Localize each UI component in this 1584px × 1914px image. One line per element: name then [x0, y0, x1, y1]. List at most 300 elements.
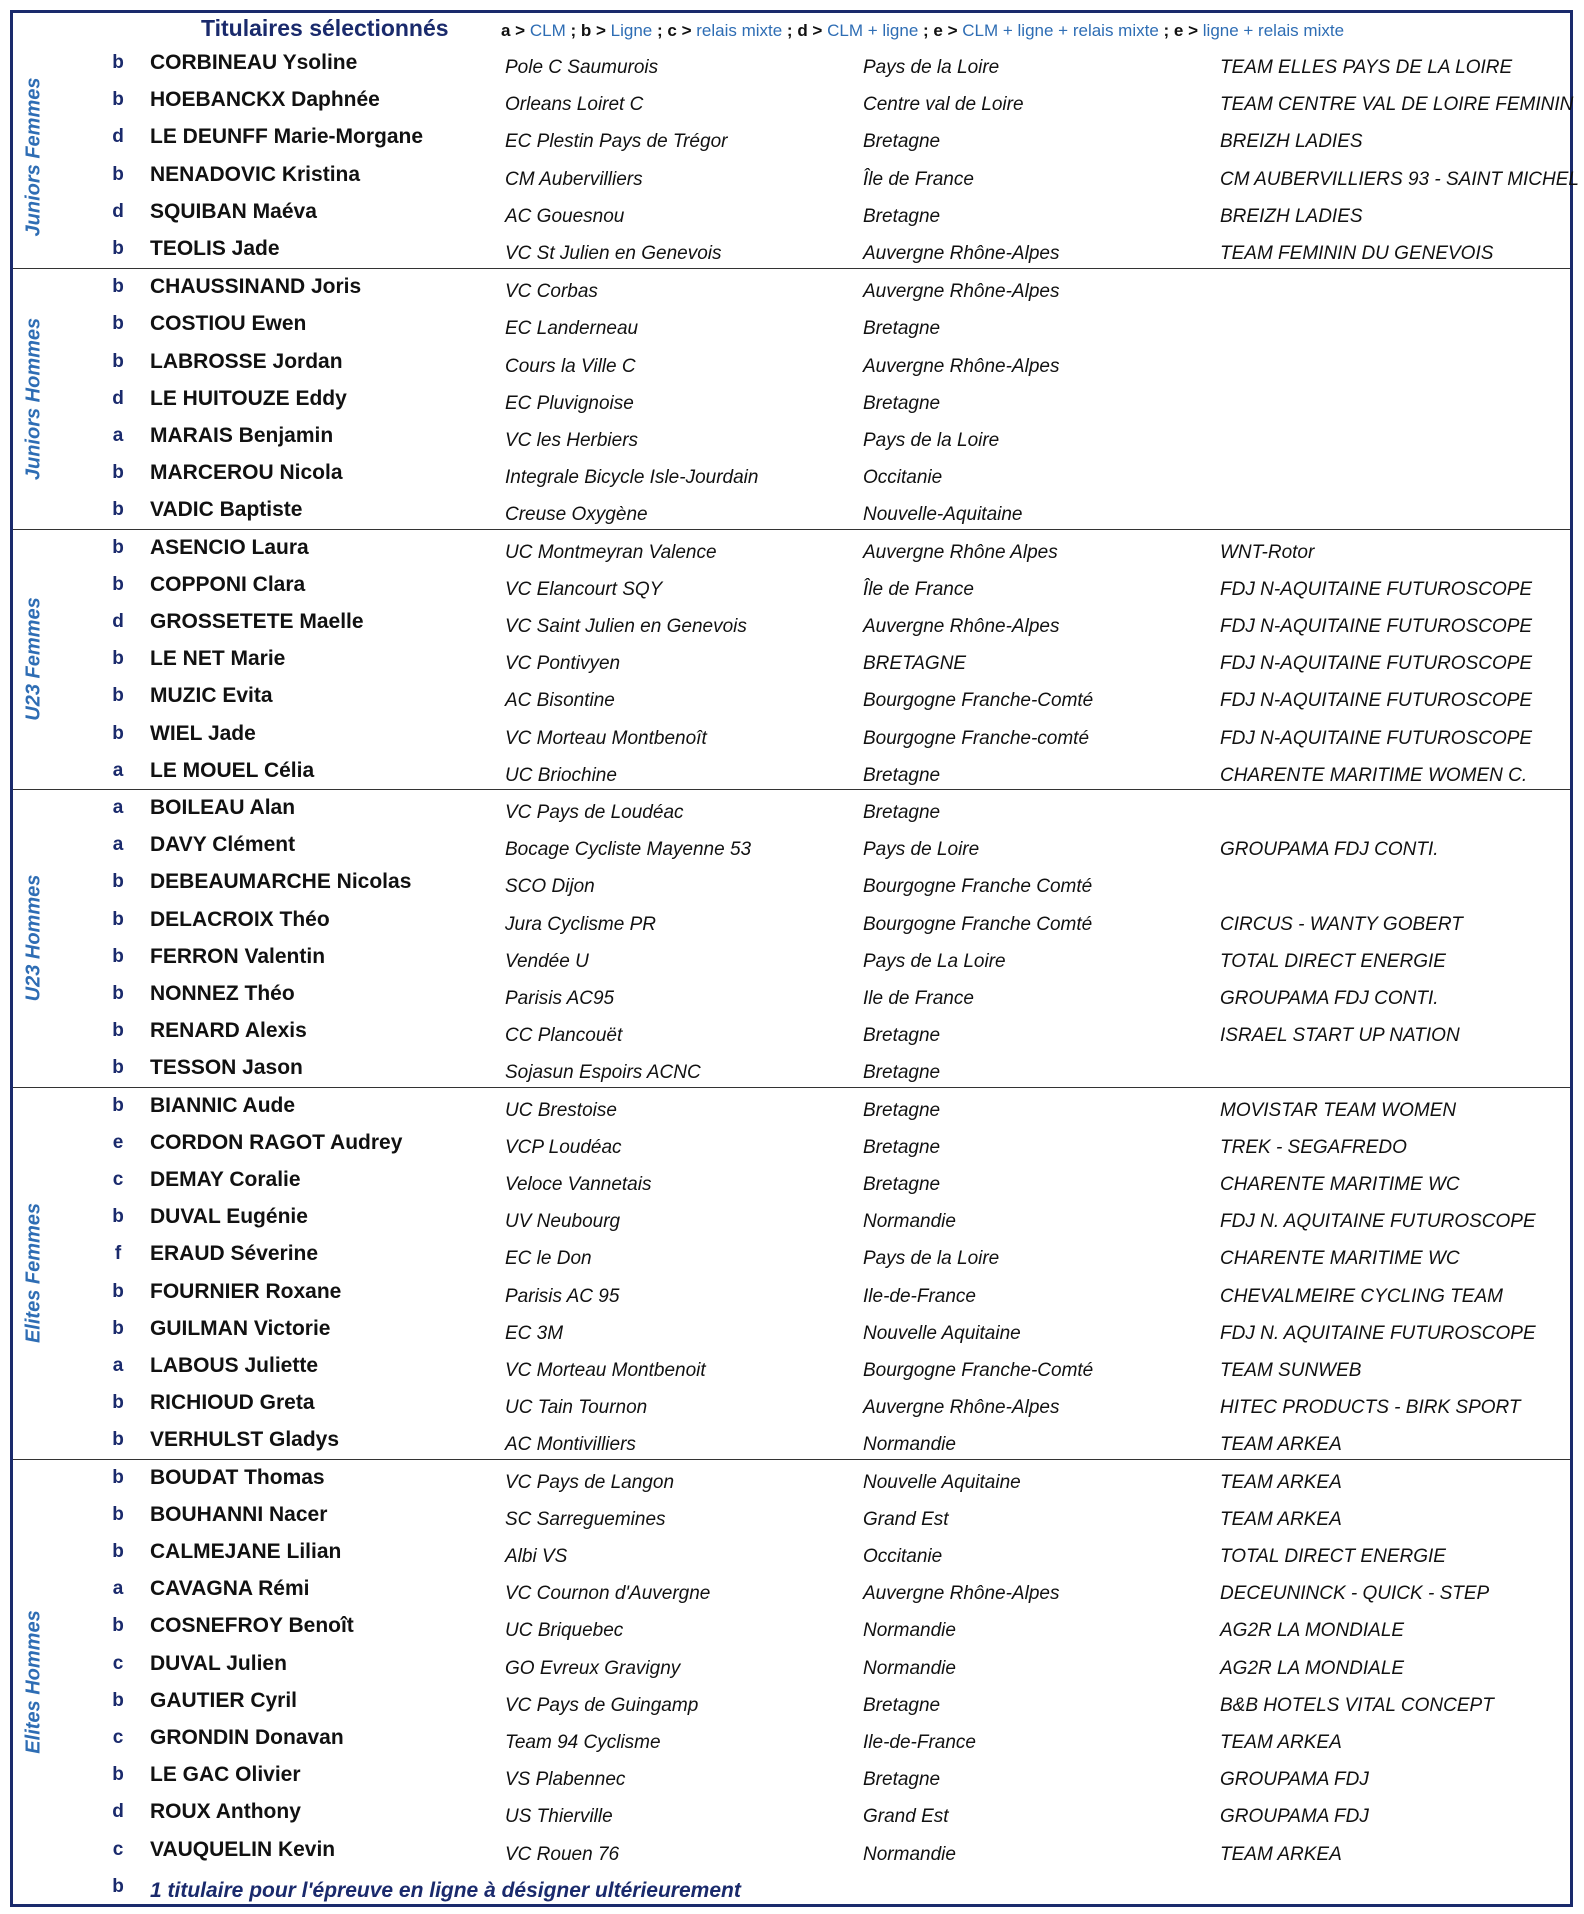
club-name: Cours la Ville C [505, 355, 636, 377]
event-code: c [112, 1652, 124, 1674]
table-row [13, 231, 1570, 268]
team-name: GROUPAMA FDJ [1220, 1806, 1369, 1828]
club-name: SC Sarreguemines [505, 1508, 666, 1530]
table-row [13, 716, 1570, 753]
club-name: AC Gouesnou [505, 205, 625, 227]
rider-name: DUVAL Eugénie [150, 1205, 308, 1229]
club-name: EC Pluvignoise [505, 392, 634, 414]
rider-name: LABOUS Juliette [150, 1353, 319, 1377]
event-code: a [112, 1354, 124, 1376]
rider-name: CORBINEAU Ysoline [150, 51, 358, 74]
region-name: Ile de France [863, 988, 974, 1009]
category-group [13, 789, 1570, 1087]
rider-name: BOUHANNI Nacer [150, 1502, 328, 1526]
team-name: FDJ N. AQUITAINE FUTUROSCOPE [1220, 1322, 1536, 1344]
region-name: Occitanie [863, 1545, 943, 1567]
region-name: Grand Est [863, 1806, 949, 1828]
event-code: b [112, 89, 124, 111]
category-group [13, 45, 1579, 268]
rider-name: ASENCIO Laura [150, 535, 309, 559]
table-row [13, 976, 1570, 1013]
category-label-text: Juniors Hommes [22, 317, 45, 481]
rider-name: BOILEAU Alan [150, 796, 296, 819]
region-name: Bretagne [863, 1062, 941, 1084]
table-row [13, 790, 1570, 827]
rider-name: TESSON Jason [150, 1056, 303, 1080]
rider-name: VAUQUELIN Kevin [150, 1837, 336, 1861]
team-name: FDJ N-AQUITAINE FUTUROSCOPE [1220, 578, 1533, 600]
rider-name: CALMEJANE Lilian [150, 1539, 342, 1563]
rider-name: MARCEROU Nicola [150, 461, 343, 485]
club-name: EC 3M [505, 1322, 564, 1344]
region-name: Bretagne [863, 1173, 941, 1195]
table-row [13, 82, 1574, 119]
event-code: b [112, 685, 124, 707]
club-name: VC Cournon d'Auvergne [505, 1583, 711, 1605]
club-name: UV Neubourg [505, 1211, 621, 1233]
region-name: Bretagne [863, 802, 941, 823]
club-name: EC Plestin Pays de Trégor [505, 131, 728, 153]
table-row [13, 1571, 1570, 1608]
table-row [13, 269, 1570, 306]
club-name: UC Montmeyran Valence [505, 541, 717, 563]
region-name: Bretagne [863, 1025, 941, 1047]
club-name: Veloce Vannetais [505, 1173, 652, 1195]
rider-name: CHAUSSINAND Joris [150, 275, 362, 299]
table-row [13, 45, 1570, 82]
team-name: CIRCUS - WANTY GOBERT [1220, 913, 1463, 935]
table-row [13, 530, 1570, 567]
rider-name: BOUDAT Thomas [150, 1465, 325, 1489]
rider-name: CORDON RAGOT Audrey [150, 1130, 403, 1154]
region-name: Nouvelle-Aquitaine [863, 504, 1023, 526]
table-row [13, 1348, 1570, 1385]
legend-separator: ; [918, 21, 929, 40]
region-name: Bourgogne Franche Comté [863, 913, 1093, 935]
rider-name: ROUX Anthony [150, 1800, 301, 1824]
table-row [13, 864, 1570, 901]
event-code: b [112, 52, 124, 73]
club-name: Pole C Saumurois [505, 57, 659, 78]
team-name: AG2R LA MONDIALE [1220, 1657, 1405, 1679]
rider-name: DUVAL Julien [150, 1651, 287, 1675]
event-code: b [112, 871, 124, 893]
legend-key: d > [797, 21, 823, 40]
team-name: TEAM FEMININ DU GENEVOIS [1220, 243, 1494, 264]
rider-name: FOURNIER Roxane [150, 1279, 342, 1303]
club-name: Albi VS [505, 1545, 568, 1567]
event-code: c [112, 1726, 124, 1748]
team-name: CM AUBERVILLIERS 93 - SAINT MICHEL [1220, 168, 1579, 190]
team-name: MOVISTAR TEAM WOMEN [1220, 1099, 1457, 1121]
club-name: EC Landerneau [505, 318, 639, 340]
team-name: GROUPAMA FDJ [1220, 1769, 1369, 1791]
rider-name: NONNEZ Théo [150, 982, 295, 1005]
team-name: TEAM CENTRE VAL DE LOIRE FEMININ [1220, 94, 1574, 116]
region-name: Bretagne [863, 131, 941, 153]
region-name: Bretagne [863, 764, 941, 786]
club-name: EC le Don [505, 1248, 592, 1270]
rider-name: COPPONI Clara [150, 572, 306, 596]
table-row [13, 119, 1570, 156]
event-code: b [112, 1503, 124, 1525]
rider-name: WIEL Jade [150, 721, 256, 745]
club-name: UC Tain Tournon [505, 1397, 648, 1419]
legend-key: e > [933, 21, 958, 40]
team-name: TEAM SUNWEB [1220, 1359, 1362, 1381]
table-row [13, 1794, 1570, 1831]
event-code: b [112, 1280, 124, 1302]
legend-separator: ; [652, 21, 663, 40]
rider-name: LABROSSE Jordan [150, 349, 343, 373]
rider-name: ERAUD Séverine [150, 1242, 319, 1266]
table-row [13, 1199, 1570, 1236]
region-name: Pays de La Loire [863, 950, 1006, 972]
event-code: b [112, 462, 124, 484]
rider-name: GUILMAN Victorie [150, 1316, 331, 1340]
event-code: b [112, 908, 124, 930]
region-name: Bourgogne Franche-comté [863, 727, 1090, 749]
region-name: Ile-de-France [863, 1731, 976, 1753]
team-name: TEAM ARKEA [1220, 1434, 1342, 1456]
event-code: b [112, 722, 124, 744]
event-code: d [112, 610, 124, 632]
club-name: Parisis AC95 [505, 988, 615, 1009]
event-code: b [112, 1540, 124, 1562]
region-name: Normandie [863, 1843, 956, 1865]
club-name: VC Morteau Montbenoit [505, 1359, 706, 1381]
event-code: b [112, 1689, 124, 1711]
team-name: DECEUNINCK - QUICK - STEP [1220, 1583, 1490, 1605]
table-row [13, 381, 1570, 418]
table-row [13, 1088, 1570, 1125]
table-row [13, 604, 1570, 641]
region-name: Normandie [863, 1657, 956, 1679]
team-name: GROUPAMA FDJ CONTI. [1220, 988, 1439, 1009]
event-code: b [112, 238, 124, 259]
team-name: TEAM ELLES PAYS DE LA LOIRE [1220, 57, 1513, 78]
team-name: FDJ N-AQUITAINE FUTUROSCOPE [1220, 690, 1533, 712]
table-row [13, 418, 1570, 455]
rider-name: FERRON Valentin [150, 944, 326, 968]
team-name: TEAM ARKEA [1220, 1843, 1342, 1865]
rider-name: GROSSETETE Maelle [150, 609, 364, 633]
selection-table [10, 10, 1579, 1907]
event-code: e [112, 1131, 124, 1153]
table-row [13, 344, 1570, 381]
legend-value: CLM + ligne [827, 21, 919, 40]
club-name: VC Corbas [505, 281, 598, 303]
region-name: Île de France [863, 578, 974, 600]
club-name: VC Pays de Guingamp [505, 1694, 699, 1716]
club-name: VC Morteau Montbenoît [505, 727, 707, 749]
region-name: BRETAGNE [863, 653, 967, 675]
club-name: CM Aubervilliers [505, 168, 643, 190]
table-row [13, 194, 1570, 231]
team-name: GROUPAMA FDJ CONTI. [1220, 839, 1439, 861]
table-row [13, 1832, 1570, 1869]
team-name: CHEVALMEIRE CYCLING TEAM [1220, 1285, 1503, 1307]
club-name: UC Brestoise [505, 1099, 617, 1121]
table-row [13, 1422, 1570, 1459]
region-name: Normandie [863, 1211, 956, 1233]
legend-item [581, 21, 668, 40]
event-code: b [112, 350, 124, 372]
legend-value: Ligne [610, 21, 653, 40]
category-label-text: U23 Hommes [22, 874, 45, 1002]
event-code: a [112, 759, 124, 781]
legend-key: b > [580, 21, 606, 40]
legend-key: c > [667, 21, 692, 40]
region-name: Pays de la Loire [863, 429, 1000, 451]
event-code: d [112, 387, 124, 409]
category-group [13, 268, 1570, 528]
region-name: Nouvelle Aquitaine [863, 1322, 1021, 1344]
table-row [13, 1683, 1570, 1720]
rider-name: GRONDIN Donavan [150, 1725, 344, 1749]
region-name: Auvergne Rhône-Alpes [863, 243, 1060, 264]
legend-separator: ; [782, 21, 793, 40]
event-code: b [112, 276, 124, 298]
rider-name: TEOLIS Jade [150, 237, 280, 260]
club-name: VC St Julien en Genevois [505, 243, 722, 264]
event-code: c [112, 1168, 124, 1190]
rider-name: MUZIC Evita [150, 684, 273, 708]
rider-name: VADIC Baptiste [150, 498, 303, 522]
event-code: b [112, 1429, 124, 1451]
rider-name: SQUIBAN Maéva [150, 199, 317, 223]
rider-name: RICHIOUD Greta [150, 1391, 315, 1415]
rider-name: MARAIS Benjamin [150, 423, 334, 447]
region-name: Bourgogne Franche-Comté [863, 690, 1094, 712]
rider-name: CAVAGNA Rémi [150, 1577, 310, 1601]
legend-item [501, 21, 581, 40]
legend-item [797, 21, 933, 40]
region-name: Grand Est [863, 1508, 949, 1530]
event-code: d [112, 126, 124, 148]
category-label-text: Juniors Femmes [22, 77, 45, 237]
event-code: b [112, 1057, 124, 1079]
region-name: Bretagne [863, 392, 941, 414]
team-name: FDJ N-AQUITAINE FUTUROSCOPE [1220, 727, 1533, 749]
table-row [13, 1608, 1570, 1645]
table-row [13, 1050, 1570, 1087]
club-name: VC Saint Julien en Genevois [505, 615, 747, 637]
event-code: b [112, 1764, 124, 1786]
table-row [13, 1125, 1570, 1162]
category-group [13, 1459, 1570, 1905]
category-label-text: Elites Hommes [22, 1610, 45, 1754]
legend-value: CLM + ligne + relais mixte [962, 21, 1159, 40]
rider-name: NENADOVIC Kristina [150, 162, 361, 186]
rider-name: LE MOUEL Célia [150, 758, 315, 782]
team-name: ISRAEL START UP NATION [1220, 1025, 1460, 1047]
event-code: f [114, 1243, 122, 1265]
table-row [13, 306, 1570, 343]
club-name: Parisis AC 95 [505, 1285, 620, 1307]
event-code: a [112, 424, 124, 446]
table-header [13, 13, 1570, 45]
team-name: TREK - SEGAFREDO [1220, 1136, 1407, 1158]
club-name: VC Pays de Loudéac [505, 802, 684, 823]
rider-name: HOEBANCKX Daphnée [150, 88, 380, 112]
code-legend [501, 21, 1344, 41]
region-name: Auvergne Rhône-Alpes [863, 615, 1060, 637]
legend-item [667, 21, 797, 40]
table-row [13, 1460, 1570, 1497]
club-name: AC Montivilliers [505, 1434, 636, 1456]
event-code: b [112, 499, 124, 521]
event-code: b [112, 1392, 124, 1414]
club-name: VC Pays de Langon [505, 1471, 675, 1493]
rider-name: COSNEFROY Benoît [150, 1614, 354, 1638]
event-code: b [112, 1020, 124, 1042]
club-name: Jura Cyclisme PR [505, 913, 656, 935]
rider-name: DEMAY Coralie [150, 1167, 301, 1191]
legend-value: relais mixte [696, 21, 783, 40]
region-name: Ile-de-France [863, 1285, 976, 1307]
category-label-text: Elites Femmes [22, 1203, 45, 1344]
region-name: Bretagne [863, 1099, 941, 1121]
club-name: UC Briquebec [505, 1620, 624, 1642]
team-name: FDJ N-AQUITAINE FUTUROSCOPE [1220, 653, 1533, 675]
team-name: TOTAL DIRECT ENERGIE [1220, 950, 1446, 972]
note-text: 1 titulaire pour l'épreuve en ligne à désigner ultérieurement [150, 1878, 741, 1902]
table-row [13, 1497, 1570, 1534]
table-row [13, 939, 1570, 976]
team-name: CHARENTE MARITIME WC [1220, 1248, 1460, 1270]
event-code: a [112, 797, 124, 818]
event-code: b [112, 163, 124, 185]
team-name: HITEC PRODUCTS - BIRK SPORT [1220, 1397, 1521, 1419]
event-code: b [112, 573, 124, 595]
club-name: SCO Dijon [505, 876, 595, 898]
legend-item [933, 21, 1174, 40]
club-name: GO Evreux Gravigny [505, 1657, 681, 1679]
region-name: Bretagne [863, 1136, 941, 1158]
region-name: Bretagne [863, 205, 941, 227]
event-code: a [112, 834, 124, 856]
region-name: Centre val de Loire [863, 94, 1024, 116]
table-row [13, 678, 1570, 715]
table-row [13, 157, 1579, 194]
region-name: Auvergne Rhône-Alpes [863, 1583, 1060, 1605]
note-row [13, 1869, 1570, 1906]
region-name: Auvergne Rhône Alpes [863, 541, 1058, 563]
table-row [13, 492, 1570, 529]
table-row [13, 1236, 1570, 1273]
rider-name: GAUTIER Cyril [150, 1688, 298, 1712]
region-name: Pays de Loire [863, 839, 980, 861]
club-name: CC Plancouët [505, 1025, 623, 1047]
category-label-text: U23 Femmes [22, 597, 45, 721]
event-code: b [112, 536, 124, 558]
legend-separator: ; [565, 21, 577, 40]
club-name: Creuse Oxygène [505, 504, 648, 526]
team-name: B&B HOTELS VITAL CONCEPT [1220, 1694, 1494, 1716]
event-code: b [112, 313, 124, 335]
rider-name: RENARD Alexis [150, 1019, 307, 1043]
club-name: VC Pontivyen [505, 653, 621, 675]
club-name: Integrale Bicycle Isle-Jourdain [505, 467, 759, 489]
table-row [13, 1646, 1570, 1683]
table-row [13, 1013, 1570, 1050]
table-row [13, 641, 1570, 678]
region-name: Bourgogne Franche Comté [863, 876, 1093, 898]
region-name: Auvergne Rhône-Alpes [863, 355, 1060, 377]
event-code: b [112, 1206, 124, 1228]
table-row [13, 1385, 1570, 1422]
club-name: Bocage Cycliste Mayenne 53 [505, 839, 752, 861]
table-row [13, 1720, 1570, 1757]
club-name: VC Elancourt SQY [505, 578, 663, 600]
region-name: Auvergne Rhône-Alpes [863, 281, 1060, 303]
event-code: d [112, 200, 124, 222]
region-name: Bretagne [863, 1769, 941, 1791]
table-row [13, 1534, 1570, 1571]
club-name: UC Briochine [505, 764, 617, 786]
event-code: c [112, 1838, 124, 1860]
club-name: VC les Herbiers [505, 429, 639, 451]
team-name: TOTAL DIRECT ENERGIE [1220, 1545, 1446, 1567]
table-row [13, 567, 1570, 604]
team-name: CHARENTE MARITIME WOMEN C. [1220, 764, 1528, 786]
region-name: Normandie [863, 1620, 956, 1642]
club-name: Orleans Loiret C [505, 94, 644, 116]
rider-name: VERHULST Gladys [150, 1428, 340, 1452]
table-row [13, 827, 1570, 864]
rider-name: LE GAC Olivier [150, 1763, 301, 1787]
team-name: TEAM ARKEA [1220, 1471, 1342, 1493]
region-name: Nouvelle Aquitaine [863, 1471, 1021, 1493]
club-name: Team 94 Cyclisme [505, 1731, 661, 1753]
region-name: Auvergne Rhône-Alpes [863, 1397, 1060, 1419]
page-title: Titulaires sélectionnés [201, 15, 449, 41]
event-code: b [112, 1094, 124, 1116]
club-name: VS Plabennec [505, 1769, 626, 1791]
event-code: d [112, 1801, 124, 1823]
rider-name: LE HUITOUZE Eddy [150, 386, 347, 410]
club-name: AC Bisontine [505, 690, 615, 712]
table-row [13, 1757, 1570, 1794]
legend-separator: ; [1158, 21, 1170, 40]
event-code: b [112, 1615, 124, 1637]
event-code: b [112, 1317, 124, 1339]
club-name: US Thierville [505, 1806, 613, 1828]
region-name: Occitanie [863, 467, 943, 489]
rider-name: LE DEUNFF Marie-Morgane [150, 125, 424, 149]
team-name: AG2R LA MONDIALE [1220, 1620, 1405, 1642]
legend-key: e > [1173, 21, 1199, 40]
table-row [13, 455, 1570, 492]
club-name: VCP Loudéac [505, 1136, 622, 1158]
club-name: Vendée U [505, 950, 589, 972]
table-row [13, 1162, 1570, 1199]
rider-name: COSTIOU Ewen [150, 312, 307, 336]
legend-item [1174, 21, 1344, 40]
event-code: a [112, 1578, 124, 1600]
table-row [13, 1274, 1570, 1311]
event-code: b [112, 983, 124, 1004]
team-name: BREIZH LADIES [1220, 131, 1363, 153]
region-name: Normandie [863, 1434, 956, 1456]
event-code: b [112, 648, 124, 670]
region-name: Bretagne [863, 1694, 941, 1716]
table-row [13, 1311, 1570, 1348]
rider-name: DEBEAUMARCHE Nicolas [150, 870, 412, 894]
region-name: Pays de la Loire [863, 1248, 1000, 1270]
team-name: FDJ N. AQUITAINE FUTUROSCOPE [1220, 1211, 1536, 1233]
